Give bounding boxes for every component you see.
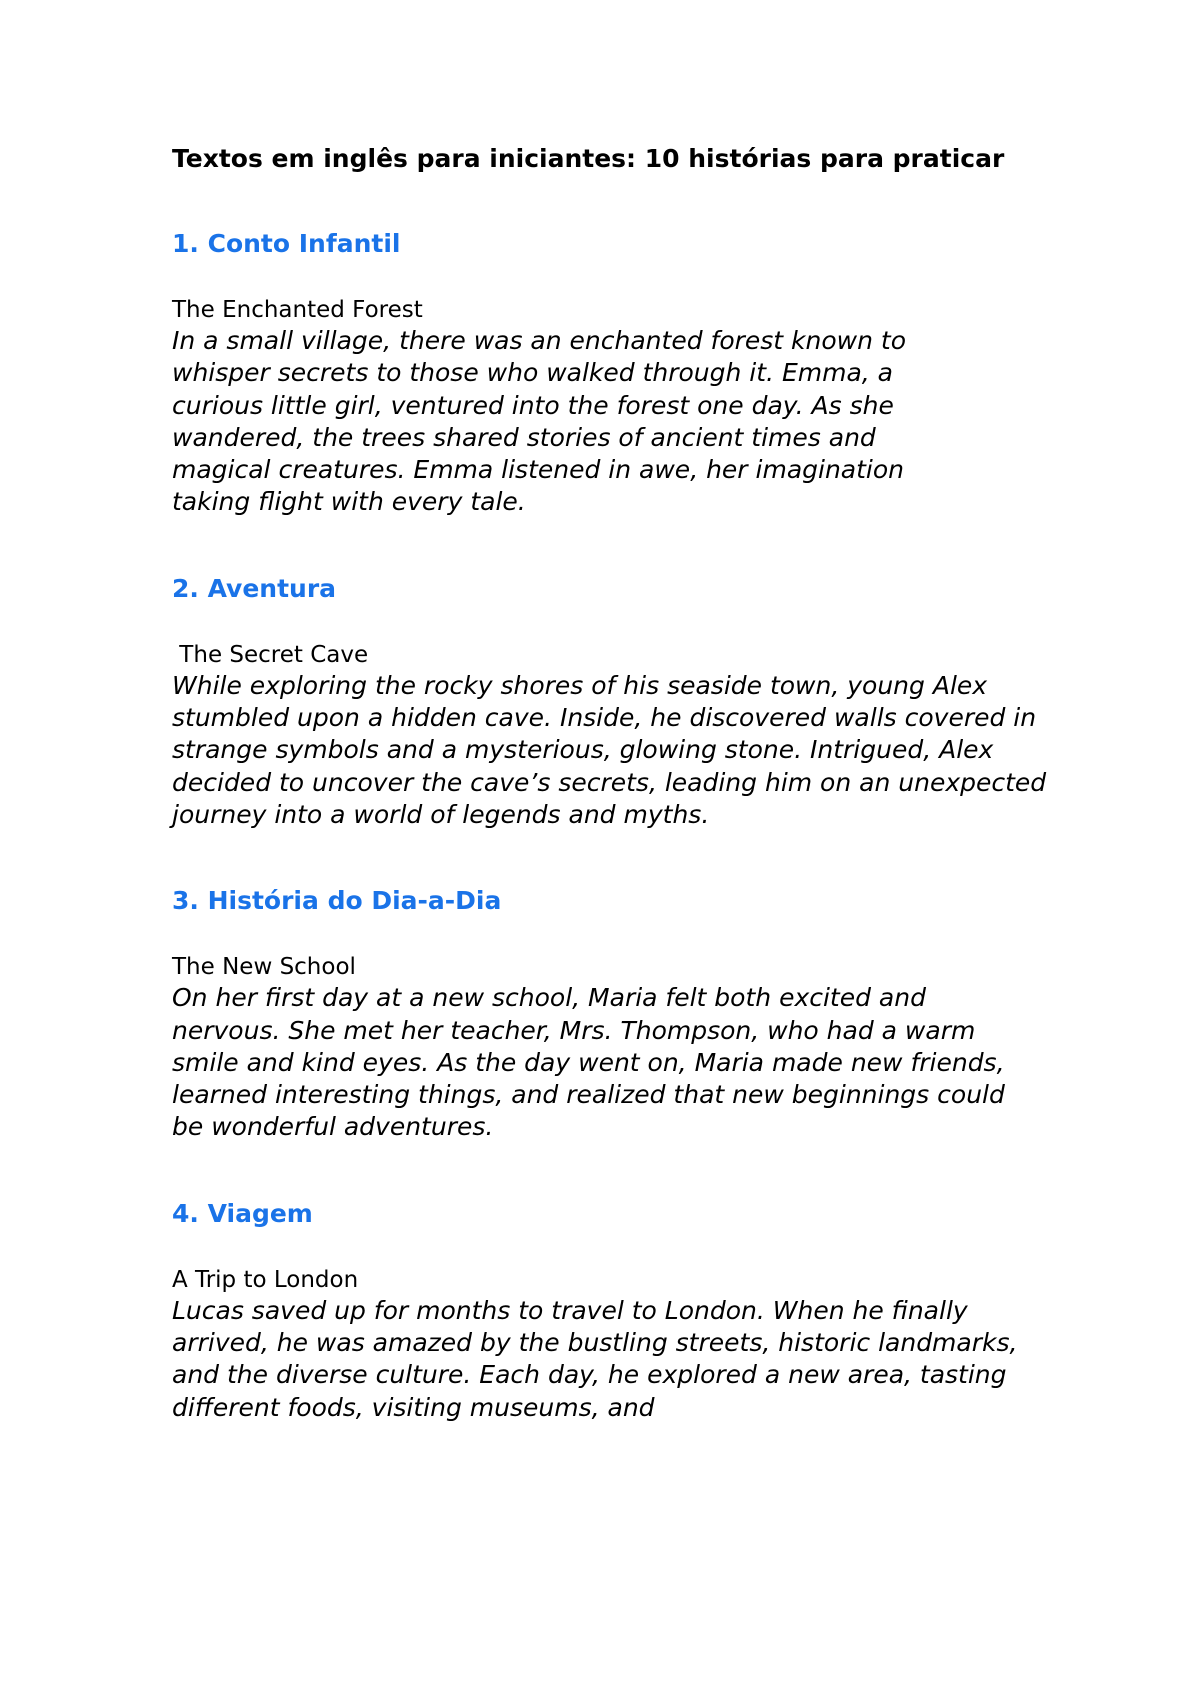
section-heading-4: 4. Viagem: [172, 1198, 313, 1228]
section-heading-1: 1. Conto Infantil: [172, 229, 401, 258]
section-heading-3: 3. História do Dia-a-Dia: [172, 886, 502, 916]
story-text-3: On her first day at a new school, Maria felt both excited and nervous. She met her teacher, Mrs. Thompson, who had a warm smile and kind eyes. As the day went on, Maria made new friends, learned interesting things, and realized that new beginnings could be wonderful adventures.: [172, 983, 1005, 1142]
story-text-4: Lucas saved up for months to travel to London. When he finally arrived, he was amazed by the bustling streets, historic landmarks, and the diverse culture. Each day, he explored a new area, tasting different foods, visiting museums, and: [172, 1295, 1018, 1422]
story-title-2: The Secret Cave: [172, 641, 369, 668]
story-text-1: In a small village, there was an enchanted forest known to whisper secrets to those who walked through it. Emma, a curious little girl, ventured into the forest one day. As she wandered, the trees shared stories of ancient times and magical creatures. Emma listened in awe, her imagination taking flight with every tale.: [172, 326, 907, 517]
story-title-4: A Trip to London: [172, 1266, 359, 1293]
story-text-2: While exploring the rocky shores of his seaside town, young Alex stumbled upon a hidden cave. Inside, he discovered walls covered in strange symbols and a mysterious, glowing stone. Intrigued, Alex decided to uncover the cave’s secrets, leading him on an unexpected journey into a world of legends and myths.: [172, 670, 1047, 829]
story-title-1: The Enchanted Forest: [172, 297, 423, 323]
document-title: Textos em inglês para iniciantes: 10 histórias para praticar: [172, 144, 1005, 173]
section-heading-2: 2. Aventura: [172, 573, 337, 603]
document-content: [172, 142, 1052, 1424]
story-title-3: The New School: [172, 954, 356, 981]
